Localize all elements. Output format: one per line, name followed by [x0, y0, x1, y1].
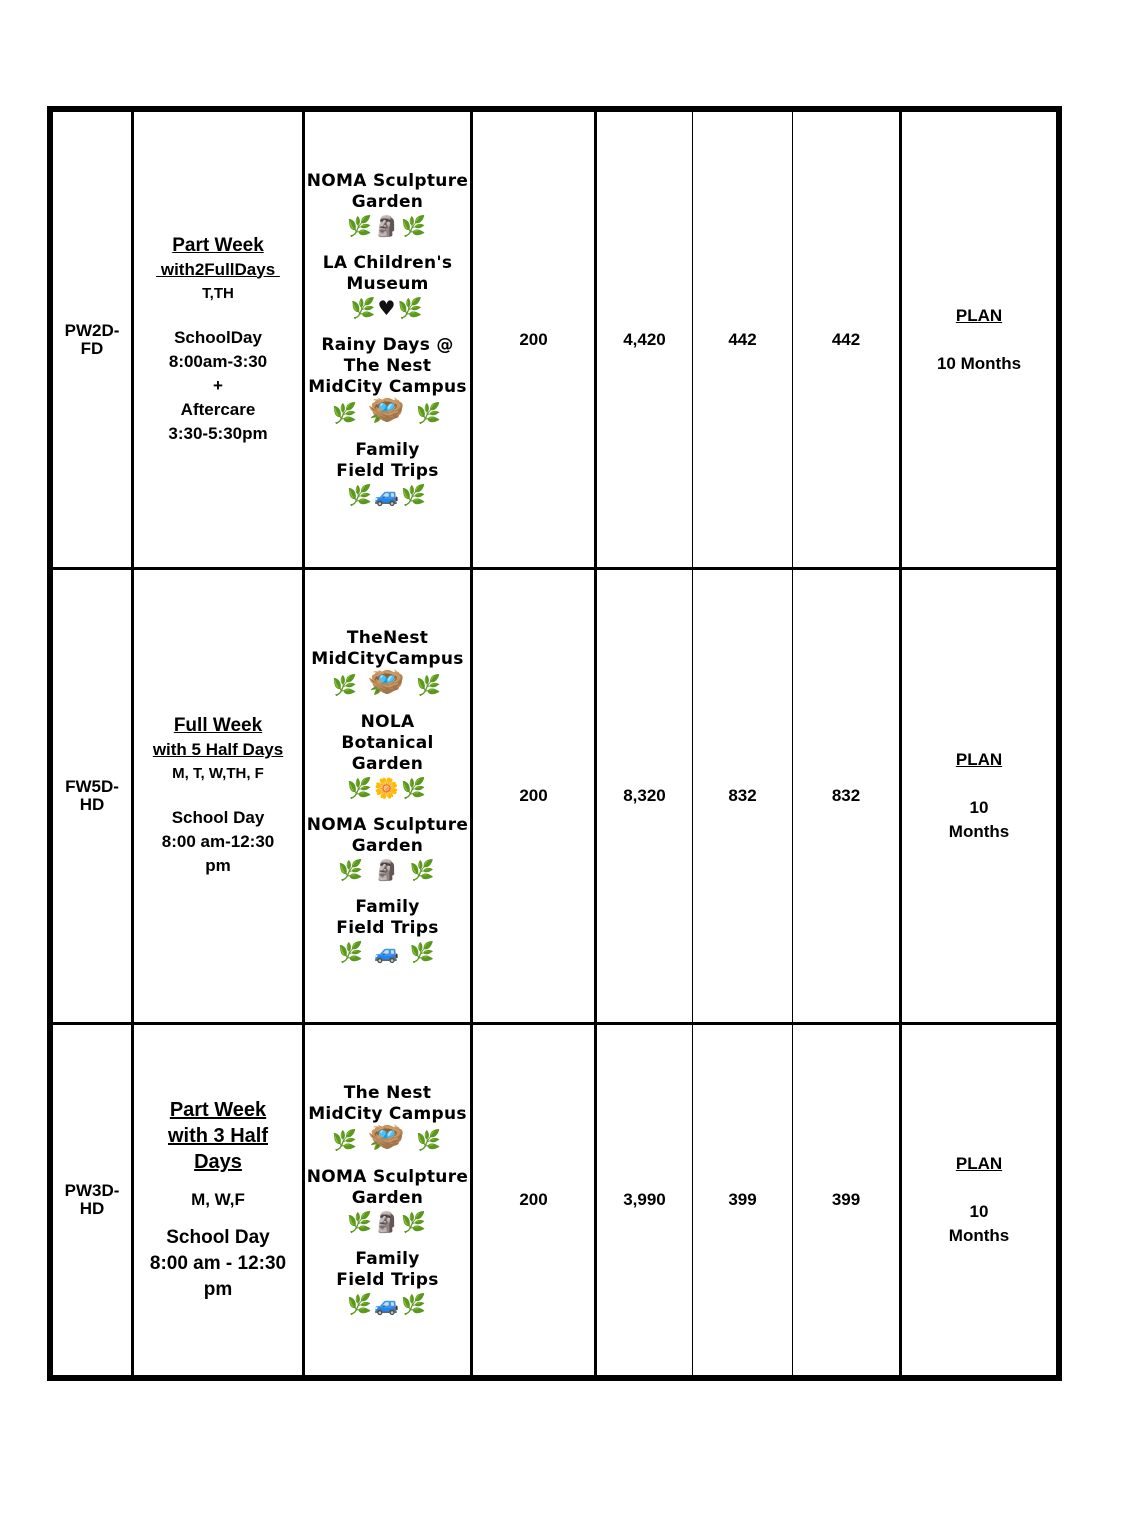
plan-cell [901, 111, 1058, 569]
leaf-icon: 🌿 [400, 483, 428, 507]
value-4: 399 [831, 1190, 861, 1209]
leaf-icon: 🌿 [409, 939, 437, 964]
location-item [305, 1167, 470, 1235]
value-1: 200 [519, 786, 548, 805]
location-name: Family Field Trips [336, 1249, 439, 1290]
leaf-icon: 🌿 [347, 1210, 375, 1234]
leaf-icon: 🌿 [331, 401, 359, 425]
location-name: Family Field Trips [336, 440, 439, 481]
plan-title: Full Week [173, 715, 263, 736]
value-cell [793, 111, 901, 569]
value-3: 832 [728, 786, 757, 805]
plan-code-cell [52, 1024, 133, 1377]
location-item [305, 815, 470, 883]
value-2: 8,320 [623, 786, 666, 805]
schedule-cell [133, 1024, 304, 1377]
table-row [52, 569, 1058, 1024]
location-name: NOMA Sculpture Garden [306, 171, 469, 212]
value-2: 3,990 [623, 1190, 666, 1209]
schedule-line: + [213, 375, 223, 395]
plan-title: Part Week [172, 234, 264, 256]
location-item [305, 1083, 470, 1153]
flower-icon: 🌼 [374, 775, 401, 800]
table-row [52, 1024, 1058, 1377]
location-name: Family Field Trips [336, 896, 439, 938]
plan-duration: 10 Months [936, 353, 1022, 373]
location-item [305, 335, 470, 426]
plan-subtitle: with 5 Half Days [152, 740, 284, 759]
location-name: TheNest MidCityCampus [311, 627, 464, 669]
plan-title: Part Week with 3 Half Days [167, 1099, 268, 1173]
plan-label: PLAN [955, 1154, 1003, 1173]
plan-days: T,TH [202, 284, 234, 302]
plan-duration: 10 Months [948, 1202, 1010, 1245]
plan-code: PW2D- FD [64, 320, 120, 358]
plan-duration: 10 Months [948, 798, 1010, 841]
moai-icon: 🗿 [374, 857, 401, 882]
locations-cell [304, 111, 472, 569]
leaf-icon: 🌿 [400, 1292, 428, 1316]
location-item [305, 1249, 470, 1317]
value-cell [596, 1024, 693, 1377]
schedule-line: pm [203, 1279, 233, 1300]
schedule-line: School Day [171, 808, 265, 827]
car-icon: 🚙 [374, 939, 401, 964]
plan-days: M, T, W,TH, F [172, 765, 264, 782]
location-name: LA Children's Museum [322, 253, 453, 294]
location-item [305, 253, 470, 321]
leaf-icon: 🌿 [338, 939, 366, 964]
plan-cell [901, 1024, 1058, 1377]
value-2: 4,420 [623, 329, 666, 349]
location-name: NOLA Botanical Garden [341, 711, 434, 774]
leaf-icon: 🌿 [338, 857, 366, 882]
leaf-icon: 🌿 [400, 775, 428, 800]
location-name: Rainy Days @ The Nest MidCity Campus [308, 335, 467, 397]
moai-icon: 🗿 [374, 1210, 401, 1234]
value-cell [693, 1024, 793, 1377]
value-cell [793, 1024, 901, 1377]
schedule-cell [133, 111, 304, 569]
value-4: 442 [831, 329, 861, 349]
schedule-line: 3:30-5:30pm [168, 423, 268, 443]
plan-code: FW5D- HD [65, 777, 119, 814]
schedule-line: 8:00am-3:30 [168, 351, 268, 371]
value-1: 200 [519, 1190, 548, 1209]
leaf-icon: 🌿 [409, 857, 437, 882]
plan-code: PW3D- HD [64, 1181, 120, 1218]
value-cell [793, 569, 901, 1024]
schedule-line: School Day [166, 1227, 270, 1248]
schedule-line: SchoolDay [174, 327, 262, 347]
location-name: The Nest MidCity Campus [308, 1083, 467, 1124]
value-cell [693, 569, 793, 1024]
leaf-icon: 🌿 [347, 483, 375, 507]
plan-label: PLAN [955, 750, 1003, 769]
location-name: NOMA Sculpture Garden [306, 1167, 469, 1208]
value-1: 200 [519, 329, 548, 349]
leaf-icon: 🌿 [347, 775, 375, 800]
leaf-icon: 🌿 [347, 1292, 375, 1316]
moai-icon: 🗿 [374, 214, 401, 238]
leaf-icon: 🌿 [400, 1210, 428, 1234]
leaf-icon: 🌿 [397, 296, 425, 320]
schedule-line: pm [205, 856, 231, 875]
plan-days: M, W,F [191, 1190, 245, 1209]
leaf-icon: 🌿 [331, 672, 359, 697]
location-item [305, 712, 470, 801]
location-name: NOMA Sculpture Garden [306, 814, 469, 856]
nest-icon: 🪺 [367, 1120, 408, 1155]
plan-label: PLAN [955, 305, 1003, 325]
schedule-line: 8:00 am-12:30 [161, 832, 275, 851]
schedule-line: 8:00 am - 12:30 [149, 1253, 287, 1274]
locations-cell [304, 569, 472, 1024]
plans-table [50, 109, 1059, 1378]
location-item [305, 628, 470, 698]
leaf-icon: 🌿 [350, 296, 378, 320]
nest-icon: 🪺 [367, 664, 408, 700]
leaf-icon: 🌿 [331, 1128, 359, 1152]
leaf-icon: 🌿 [416, 672, 444, 697]
plan-cell [901, 569, 1058, 1024]
leaf-icon: 🌿 [400, 214, 428, 238]
plan-code-cell [52, 111, 133, 569]
schedule-cell [133, 569, 304, 1024]
value-cell [693, 111, 793, 569]
location-item [305, 171, 470, 239]
value-3: 442 [728, 329, 757, 349]
table-row [52, 111, 1058, 569]
nest-icon: 🪺 [367, 393, 408, 428]
plan-subtitle: with2FullDays [156, 259, 280, 279]
schedule-line: Aftercare [180, 399, 256, 419]
car-icon: 🚙 [374, 483, 401, 507]
value-3: 399 [728, 1190, 757, 1209]
leaf-icon: 🌿 [416, 401, 444, 425]
value-4: 832 [831, 786, 861, 805]
leaf-icon: 🌿 [416, 1128, 444, 1152]
heart-icon: ♥ [377, 296, 398, 320]
value-cell [596, 569, 693, 1024]
value-cell [596, 111, 693, 569]
location-item [305, 897, 470, 965]
plan-code-cell [52, 569, 133, 1024]
value-cell [472, 569, 596, 1024]
value-cell [472, 1024, 596, 1377]
car-icon: 🚙 [374, 1292, 401, 1316]
location-item [305, 440, 470, 508]
leaf-icon: 🌿 [347, 214, 375, 238]
value-cell [472, 111, 596, 569]
locations-cell [304, 1024, 472, 1377]
